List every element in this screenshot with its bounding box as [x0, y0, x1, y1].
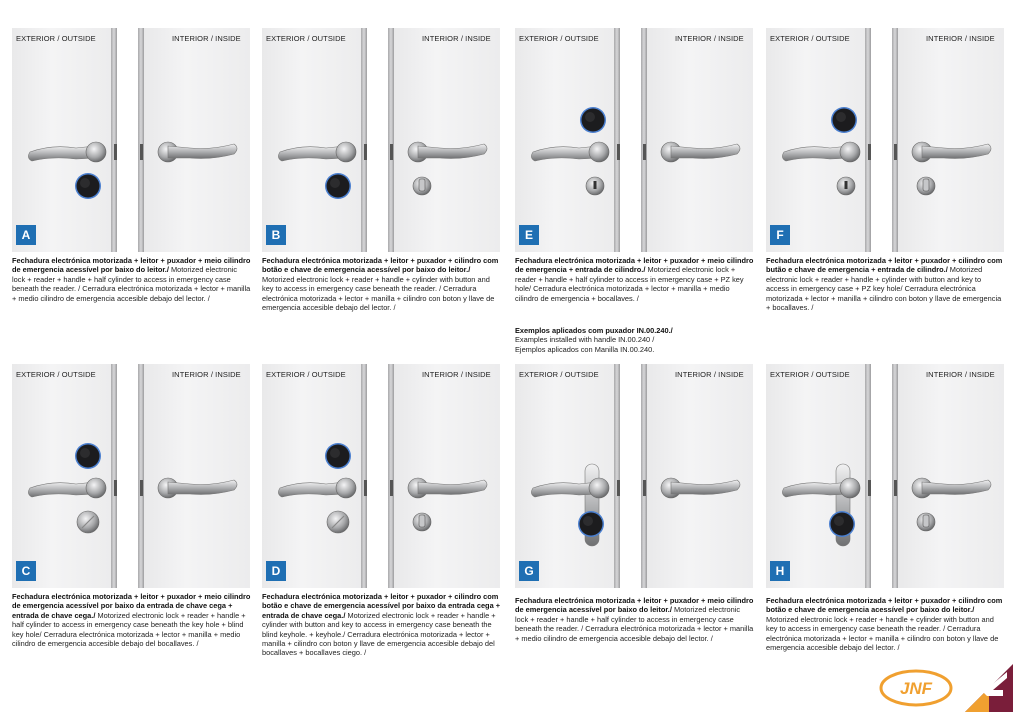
variant-badge: E: [519, 225, 539, 245]
variant-description: Fechadura electrónica motorizada + leitor + puxador + meio cilindro de emergencia acessível por baixo do leitor./ Motorized electronic lock + reader + handle + half cylinder to access in emergency case beneath the reader. / Cerradura electrónica motorizada + lector + manilla + medio cilindro de emergencia accesible debajo del lector. /: [515, 596, 754, 643]
interior-label: INTERIOR / INSIDE: [172, 370, 241, 379]
examples-note: Exemplos aplicados com puxador IN.00.240./ Examples installed with handle IN.00.240 / Ejemplos aplicados con Manilla IN.00.240.: [515, 326, 673, 354]
door-illustration-g: [515, 364, 753, 588]
variant-badge: H: [770, 561, 790, 581]
brand-mark-logo: [963, 662, 1015, 714]
door-illustration-d: [262, 364, 500, 588]
variant-description: Fechadura electrónica motorizada + leitor + puxador + meio cilindro de emergencia acessível por baixo do leitor./ Motorized electronic lock + reader + handle + half cylinder to access in emergency case beneath the reader. / Cerradura electrónica motorizada + lector + manilla + medio cilindro de emergencia accesible debajo del lector. /: [12, 256, 251, 303]
hardware-graphic-h: [766, 364, 1004, 588]
exterior-label: EXTERIOR / OUTSIDE: [266, 370, 346, 379]
jnf-logo: [878, 668, 954, 708]
door-illustration-h: [766, 364, 1004, 588]
variant-description: Fechadura electrónica motorizada + leitor + puxador + cilindro com botão e chave de emergencia acessível por baixo da entrada cega + entrada de chave cega./ Motorized electronic lock + reader + handle + cylinder with button and key to access in emergency case beneath the blind keyhole. + keyhole./ Cerradura electrónica motorizada + lector + manilla + cilindro con boton y llave de emergencia accesible debajo del bocallaves + bocallaves ciego. /: [262, 592, 501, 658]
interior-label: INTERIOR / INSIDE: [926, 370, 995, 379]
hardware-graphic-c: [12, 364, 250, 588]
jnf-logo-text: JNF: [899, 679, 933, 698]
interior-label: INTERIOR / INSIDE: [422, 370, 491, 379]
exterior-label: EXTERIOR / OUTSIDE: [266, 34, 346, 43]
exterior-label: EXTERIOR / OUTSIDE: [519, 370, 599, 379]
hardware-graphic-f: [766, 28, 1004, 252]
variant-description: Fechadura electrónica motorizada + leitor + puxador + meio cilindro de emergencia + entrada de cilindro./ Motorized electronic lock + reader + handle + half cylinder to access in emergency case + PZ key hole/ Cerradura electrónica motorizada + lector + manilla + medio cilindro de emergencia + bocallaves. /: [515, 256, 754, 303]
hardware-graphic-e: [515, 28, 753, 252]
variant-description: Fechadura electrónica motorizada + leitor + puxador + meio cilindro de emergencia acessível por baixo da entrada de chave cega + entrada de chave cega./ Motorized electronic lock + reader + handle + half cylinder to access in emergency case beneath the key hole + blind key hole/ Cerradura electrónica motorizada + lector + manilla + medio cilindro de emergencia accesible debajo del bocallaves. /: [12, 592, 251, 649]
variant-badge: D: [266, 561, 286, 581]
interior-label: INTERIOR / INSIDE: [675, 370, 744, 379]
variant-badge: C: [16, 561, 36, 581]
variant-description: Fechadura electrónica motorizada + leitor + puxador + cilindro com butão e chave de emergencia + entrada de cilindro./ Motorized electronic lock + reader + handle + cylinder with button and key to access in emergency case + PZ key hole/ Cerradura electrónica motorizada + lector + manilla + cilindro con boton y llave de emergencia + bocallaves. /: [766, 256, 1003, 313]
door-illustration-e: [515, 28, 753, 252]
hardware-graphic-a: [12, 28, 250, 252]
variant-description: Fechadura electrónica motorizada + leitor + puxador + cilindro com botão e chave de emergencia acessível por baixo do leitor./ Motorized electronic lock + reader + handle + cylinder with button and key to access in emergency case beneath the reader. / Cerradura electrónica motorizada + lector + manilla + cilindro con boton y llave de emergencia accesible debajo del lector. /: [262, 256, 499, 313]
interior-label: INTERIOR / INSIDE: [675, 34, 744, 43]
exterior-label: EXTERIOR / OUTSIDE: [519, 34, 599, 43]
variant-badge: A: [16, 225, 36, 245]
exterior-label: EXTERIOR / OUTSIDE: [770, 34, 850, 43]
exterior-label: EXTERIOR / OUTSIDE: [16, 370, 96, 379]
door-illustration-f: [766, 28, 1004, 252]
variant-badge: F: [770, 225, 790, 245]
door-illustration-c: [12, 364, 250, 588]
interior-label: INTERIOR / INSIDE: [926, 34, 995, 43]
interior-label: INTERIOR / INSIDE: [422, 34, 491, 43]
hardware-graphic-g: [515, 364, 753, 588]
door-illustration-b: [262, 28, 500, 252]
exterior-label: EXTERIOR / OUTSIDE: [16, 34, 96, 43]
hardware-graphic-d: [262, 364, 500, 588]
variant-description: Fechadura electrónica motorizada + leitor + puxador + cilindro com botão e chave de emergencia acessível por baixo do leitor./ Motorized electronic lock + reader + handle + cylinder with button and key to access in emergency case beneath the reader. / Cerradura electrónica motorizada + lector + manilla + cilindro con boton y llave de emergencia accesible debajo del lector. /: [766, 596, 1003, 653]
hardware-graphic-b: [262, 28, 500, 252]
exterior-label: EXTERIOR / OUTSIDE: [770, 370, 850, 379]
variant-badge: G: [519, 561, 539, 581]
door-illustration-a: [12, 28, 250, 252]
variant-badge: B: [266, 225, 286, 245]
interior-label: INTERIOR / INSIDE: [172, 34, 241, 43]
